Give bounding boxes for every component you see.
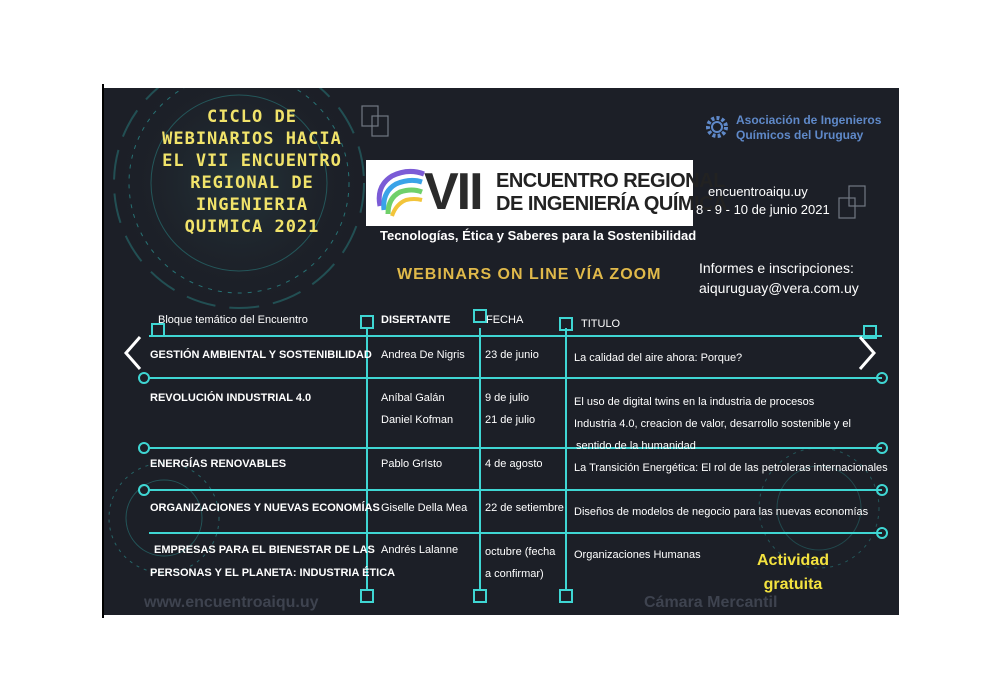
badge-line: Actividad	[756, 552, 829, 569]
table-cell-titulo: El uso de digital twins en la industria de procesos	[574, 396, 815, 408]
table-cell-fecha: 22 de setiembre	[485, 502, 564, 514]
table-cell-disertante: Pablo GrIsto	[381, 458, 443, 470]
table-cell-titulo: La Transición Energética: El rol de las petroleras internacionales	[574, 462, 888, 474]
watermark-website: www.encuentroaiqu.uy	[144, 594, 319, 611]
table-cell-titulo: Organizaciones Humanas	[574, 549, 701, 561]
website-link[interactable]: encuentroaiqu.uy	[708, 184, 808, 199]
table-cell-fecha: 4 de agosto	[485, 458, 543, 470]
table-cell-fecha: octubre (fecha	[485, 546, 556, 558]
table-cell-disertante: Aníbal Galán	[381, 392, 445, 404]
webinars-zoom-label: WEBINARS ON LINE VÍA ZOOM	[397, 266, 662, 283]
table-cell-disertante: Daniel Kofman	[381, 414, 454, 426]
event-logo	[366, 160, 727, 226]
logo-line-2: DE INGENIERÍA QUÍMICA	[496, 193, 727, 215]
event-dates: 8 - 9 - 10 de junio 2021	[696, 202, 830, 217]
gear-icon	[704, 114, 730, 140]
chevron-left-icon[interactable]	[118, 333, 148, 373]
cycle-title-line: INGENIERIA	[195, 195, 309, 215]
webinar-banner	[104, 88, 899, 615]
info-title: Informes e inscripciones:	[699, 260, 854, 276]
table-cell-bloque: GESTIÓN AMBIENTAL Y SOSTENIBILIDAD	[150, 349, 372, 361]
tagline: Tecnologías, Ética y Saberes para la Sostenibilidad	[380, 228, 697, 243]
table-cell-fecha: 21 de julio	[485, 414, 536, 426]
table-cell-bloque: EMPRESAS PARA EL BIENESTAR DE LAS	[154, 544, 375, 556]
logo-line-1: ENCUENTRO REGIONAL	[496, 170, 725, 192]
table-cell-fecha: 23 de junio	[485, 349, 539, 361]
cycle-title-line: WEBINARIOS HACIA	[162, 129, 342, 149]
cycle-title-line: QUIMICA 2021	[184, 217, 320, 237]
header-fecha: FECHA	[486, 314, 524, 326]
cycle-title-line: EL VII ENCUENTRO	[162, 151, 342, 171]
org-name-line: Asociación de Ingenieros	[736, 113, 882, 127]
free-activity-badge	[738, 549, 848, 597]
header-disertante: DISERTANTE	[381, 314, 451, 326]
table-cell-bloque: PERSONAS Y EL PLANETA: INDUSTRIA ÉTICA	[150, 567, 396, 579]
table-cell-disertante: Andrés Lalanne	[381, 544, 459, 556]
cycle-title	[132, 106, 372, 238]
table-cell-titulo: Industria 4.0, creacion de valor, desarrollo sostenible y el	[574, 418, 851, 430]
table-cell-fecha: 9 de julio	[485, 392, 530, 404]
org-name-line: Químicos del Uruguay	[736, 128, 864, 142]
org-name	[736, 113, 881, 143]
table-cell-titulo: La calidad del aire ahora: Porque?	[574, 352, 743, 364]
chevron-right-icon[interactable]	[852, 333, 882, 373]
org-logo	[704, 110, 894, 150]
table-cell-bloque: REVOLUCIÓN INDUSTRIAL 4.0	[150, 392, 312, 404]
header-bloque: Bloque temático del Encuentro	[158, 314, 308, 326]
info-email-link[interactable]: aiquruguay@vera.com.uy	[699, 280, 859, 296]
table-cell-bloque: ENERGÍAS RENOVABLES	[150, 458, 287, 470]
watermark-org: Cámara Mercantil	[644, 594, 778, 611]
cycle-title-line: REGIONAL DE	[190, 173, 314, 193]
header-titulo: TITULO	[581, 318, 621, 330]
table-cell-disertante: Andrea De Nigris	[381, 349, 465, 361]
cycle-title-line: CICLO DE	[207, 107, 297, 127]
table-cell-titulo: sentido de la humanidad	[576, 440, 696, 452]
logo-numeral: VII	[424, 163, 482, 221]
table-cell-titulo: Diseños de modelos de negocio para las nuevas economías	[574, 506, 869, 518]
table-cell-disertante: Giselle Della Mea	[381, 502, 468, 514]
table-cell-bloque: ORGANIZACIONES Y NUEVAS ECONOMÍAS	[150, 502, 380, 514]
table-cell-fecha: a confirmar)	[485, 568, 544, 580]
badge-line: gratuita	[763, 576, 823, 593]
